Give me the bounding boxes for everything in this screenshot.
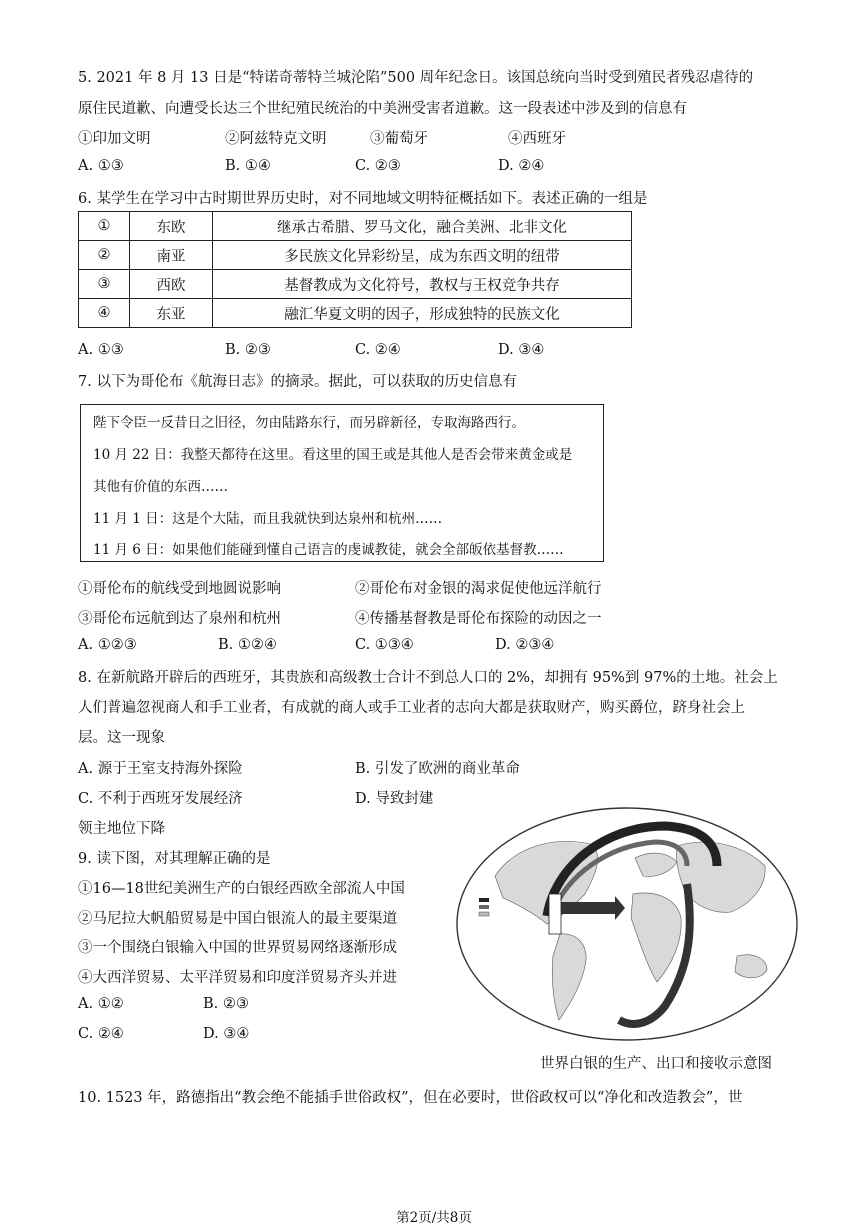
q9-option-b: B. ②③ xyxy=(203,996,249,1012)
q5-option-c: C. ②③ xyxy=(355,158,401,174)
q5-item-3: ③葡萄牙 xyxy=(370,131,428,147)
q6-option-b: B. ②③ xyxy=(225,342,271,358)
row-number: ① xyxy=(79,212,130,241)
row-description: 继承古希腊、罗马文化，融合美洲、北非文化 xyxy=(213,212,632,241)
page-number: 第2页/共8页 xyxy=(396,1210,472,1226)
q5-option-b: B. ①④ xyxy=(225,158,271,174)
q7-option-a: A. ①②③ xyxy=(78,637,137,653)
row-region: 东亚 xyxy=(130,299,213,328)
map-caption: 世界白银的生产、出口和接收示意图 xyxy=(540,1056,772,1072)
table-row xyxy=(79,212,632,241)
q8-stem-line3: 层。这一现象 xyxy=(78,730,165,746)
q9-option-a: A. ①② xyxy=(78,996,124,1012)
q5-item-2: ②阿兹特克文明 xyxy=(225,131,327,147)
q7-option-c: C. ①③④ xyxy=(355,637,414,653)
silver-flow-map xyxy=(455,806,800,1042)
q8-stem-line1: 8. 在新航路开辟后的西班牙，其贵族和高级教士合计不到总人口的 2%，却拥有 95%到 97%的土地。社会上 xyxy=(78,670,778,686)
q6-option-d: D. ③④ xyxy=(498,342,545,358)
q9-item-2: ②马尼拉大帆船贸易是中国白银流人的最主要渠道 xyxy=(78,911,397,927)
row-number: ③ xyxy=(79,270,130,299)
row-number: ② xyxy=(79,241,130,270)
q5-item-1: ①印加文明 xyxy=(78,131,151,147)
q7-item-3: ③哥伦布远航到达了泉州和杭州 xyxy=(78,611,281,627)
q8-option-a: A. 源于王室支持海外探险 xyxy=(78,761,243,777)
q8-stem-line2: 人们普遍忽视商人和手工业者，有成就的商人或手工业者的志向大都是获取财产，购买爵位，跻身社会上 xyxy=(78,700,745,716)
logbook-excerpt-box xyxy=(80,404,604,562)
q9-item-1: ①16—18世纪美洲生产的白银经西欧全部流人中国 xyxy=(78,881,405,897)
q9-item-3: ③一个围绕白银输入中国的世界贸易网络逐渐形成 xyxy=(78,940,397,956)
row-description: 基督教成为文化符号，教权与王权竞争共存 xyxy=(213,270,632,299)
q7-stem: 7. 以下为哥伦布《航海日志》的摘录。据此，可以获取的历史信息有 xyxy=(78,374,517,390)
q6-option-c: C. ②④ xyxy=(355,342,401,358)
row-region: 南亚 xyxy=(130,241,213,270)
q5-option-d: D. ②④ xyxy=(498,158,545,174)
world-map-graphic xyxy=(455,806,800,1042)
quote-line: 10 月 22 日：我整天都待在这里。看这里的国王或是其他人是否会带来黄金或是 xyxy=(93,447,573,463)
table-row xyxy=(79,270,632,299)
table-row xyxy=(79,299,632,328)
q9-stem: 9. 读下图，对其理解正确的是 xyxy=(78,851,271,867)
quote-line: 陛下令臣一反昔日之旧径，勿由陆路东行，而另辟新径，专取海路西行。 xyxy=(93,415,525,431)
q9-item-4: ④大西洋贸易、太平洋贸易和印度洋贸易齐头并进 xyxy=(78,970,397,986)
q7-item-1: ①哥伦布的航线受到地圆说影响 xyxy=(78,581,281,597)
q7-option-b: B. ①②④ xyxy=(218,637,277,653)
row-region: 东欧 xyxy=(130,212,213,241)
q7-option-d: D. ②③④ xyxy=(495,637,555,653)
q8-option-c: C. 不利于西班牙发展经济 xyxy=(78,791,243,807)
row-description: 融汇华夏文明的因子，形成独特的民族文化 xyxy=(213,299,632,328)
q9-option-c: C. ②④ xyxy=(78,1026,124,1042)
row-description: 多民族文化异彩纷呈，成为东西文明的纽带 xyxy=(213,241,632,270)
table-row xyxy=(79,241,632,270)
q10-stem-line1: 10. 1523 年，路德指出“教会绝不能插手世俗政权”，但在必要时，世俗政权可以“净化和改造教会”，世 xyxy=(78,1090,743,1106)
q6-stem: 6. 某学生在学习中古时期世界历史时，对不同地域文明特征概括如下。表述正确的一组是 xyxy=(78,191,648,207)
q5-item-4: ④西班牙 xyxy=(508,131,566,147)
quote-line: 11 月 1 日：这是个大陆，而且我就快到达泉州和杭州…… xyxy=(93,511,443,527)
row-region: 西欧 xyxy=(130,270,213,299)
q7-item-2: ②哥伦布对金银的渴求促使他远洋航行 xyxy=(355,581,602,597)
quote-line: 其他有价值的东西…… xyxy=(93,479,228,495)
q5-option-a: A. ①③ xyxy=(78,158,124,174)
q8-option-b: B. 引发了欧洲的商业革命 xyxy=(355,761,520,777)
quote-line: 11 月 6 日：如果他们能碰到懂自己语言的虔诚教徒，就会全部皈依基督教…… xyxy=(93,542,564,558)
q6-option-a: A. ①③ xyxy=(78,342,124,358)
q5-stem-line1: 5. 2021 年 8 月 13 日是“特诺奇蒂特兰城沦陷”500 周年纪念日。该国总统向当时受到殖民者残忍虐待的 xyxy=(78,70,754,86)
row-number: ④ xyxy=(79,299,130,328)
q8-option-d-continuation: 领主地位下降 xyxy=(78,821,165,837)
q7-item-4: ④传播基督教是哥伦布探险的动因之一 xyxy=(355,611,602,627)
q8-option-d: D. 导致封建 xyxy=(355,791,434,807)
q9-option-d: D. ③④ xyxy=(203,1026,250,1042)
q5-stem-line2: 原住民道歉、向遭受长达三个世纪殖民统治的中美洲受害者道歉。这一段表述中涉及到的信息有 xyxy=(78,101,687,117)
civilization-table xyxy=(78,211,632,328)
